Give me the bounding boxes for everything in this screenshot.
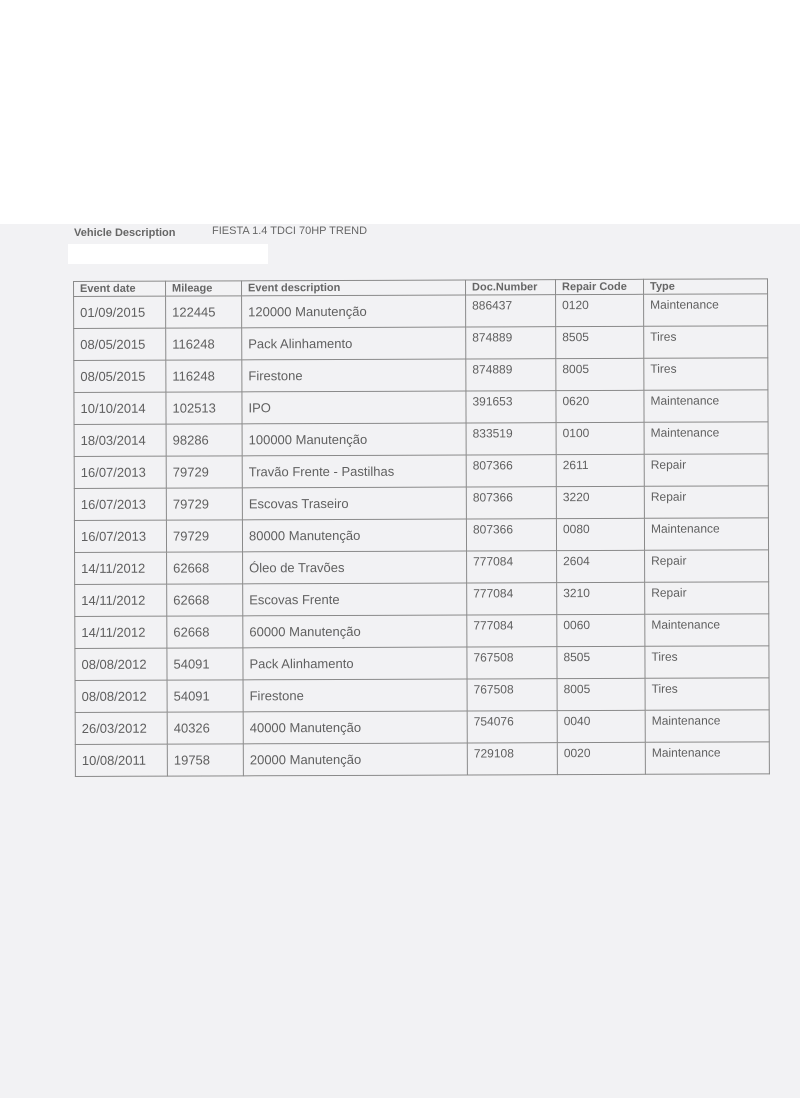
cell-event-description: 80000 Manutenção [242, 519, 466, 552]
cell-repair-code: 0100 [556, 422, 644, 454]
cell-event-date: 16/07/2013 [74, 520, 166, 552]
cell-repair-code: 0060 [557, 614, 645, 646]
cell-doc-number: 807366 [466, 487, 556, 519]
cell-doc-number: 886437 [466, 295, 556, 327]
vehicle-description-value: FIESTA 1.4 TDCI 70HP TREND [212, 225, 368, 237]
table-row [74, 326, 768, 361]
cell-repair-code: 2611 [556, 454, 644, 486]
cell-mileage: 98286 [166, 424, 242, 456]
cell-doc-number: 777084 [467, 551, 557, 583]
cell-event-date: 18/03/2014 [74, 424, 166, 456]
cell-event-date: 08/08/2012 [75, 648, 167, 680]
cell-event-date: 08/05/2015 [74, 360, 166, 392]
cell-repair-code: 2604 [557, 550, 645, 582]
cell-doc-number: 767508 [467, 647, 557, 679]
cell-event-date: 16/07/2013 [74, 456, 166, 488]
table-row [75, 582, 769, 617]
cell-doc-number: 391653 [466, 391, 556, 423]
cell-repair-code: 3220 [556, 486, 644, 518]
cell-type: Maintenance [645, 710, 769, 742]
cell-type: Repair [645, 582, 769, 614]
cell-mileage: 54091 [167, 648, 243, 680]
table-row [75, 710, 769, 745]
cell-mileage: 19758 [167, 744, 243, 776]
cell-type: Tires [645, 646, 769, 678]
cell-doc-number: 807366 [466, 519, 556, 551]
cell-repair-code: 8505 [557, 646, 645, 678]
cell-event-description: 120000 Manutenção [242, 295, 466, 328]
cell-event-date: 14/11/2012 [75, 584, 167, 616]
cell-event-description: Firestone [242, 359, 466, 392]
cell-mileage: 79729 [166, 488, 242, 520]
cell-repair-code: 0620 [556, 390, 644, 422]
cell-type: Tires [644, 326, 768, 358]
cell-event-description: Escovas Frente [243, 583, 467, 616]
cell-event-date: 14/11/2012 [75, 616, 167, 648]
cell-event-date: 16/07/2013 [74, 488, 166, 520]
cell-event-description: Firestone [243, 679, 467, 712]
cell-mileage: 62668 [167, 552, 243, 584]
cell-repair-code: 0020 [557, 742, 645, 774]
table-row [75, 678, 769, 713]
table-row [74, 454, 768, 489]
cell-event-date: 14/11/2012 [75, 552, 167, 584]
cell-doc-number: 833519 [466, 423, 556, 455]
cell-repair-code: 8005 [556, 358, 644, 390]
vehicle-description-label: Vehicle Description [74, 227, 176, 239]
cell-mileage: 102513 [166, 392, 242, 424]
service-history-table [73, 278, 770, 777]
table-row [74, 486, 768, 521]
cell-repair-code: 0120 [556, 294, 644, 326]
cell-mileage: 79729 [166, 520, 242, 552]
cell-mileage: 62668 [167, 616, 243, 648]
cell-doc-number: 754076 [467, 711, 557, 743]
cell-type: Maintenance [644, 294, 768, 326]
cell-type: Repair [644, 454, 768, 486]
header-type: Type [643, 279, 767, 294]
redacted-area-small [68, 244, 268, 264]
cell-event-description: 100000 Manutenção [242, 423, 466, 456]
cell-doc-number: 767508 [467, 679, 557, 711]
table-row [74, 358, 768, 393]
cell-event-description: 40000 Manutenção [243, 711, 467, 744]
cell-doc-number: 777084 [467, 583, 557, 615]
header-repair-code: Repair Code [555, 279, 643, 294]
table-row [74, 518, 768, 553]
cell-mileage: 116248 [166, 328, 242, 360]
table-row [75, 646, 769, 681]
cell-type: Tires [644, 358, 768, 390]
cell-repair-code: 3210 [557, 582, 645, 614]
table-row [75, 742, 769, 777]
cell-type: Repair [645, 550, 769, 582]
cell-event-date: 08/05/2015 [74, 328, 166, 360]
table-row [74, 390, 768, 425]
cell-mileage: 62668 [167, 584, 243, 616]
table-row [75, 550, 769, 585]
cell-event-description: IPO [242, 391, 466, 424]
cell-type: Maintenance [645, 742, 769, 774]
cell-event-date: 01/09/2015 [74, 296, 166, 328]
redacted-area-top [0, 0, 800, 224]
cell-repair-code: 0040 [557, 710, 645, 742]
cell-type: Maintenance [645, 614, 769, 646]
header-doc-number: Doc.Number [465, 280, 555, 295]
cell-type: Repair [644, 486, 768, 518]
cell-event-description: Óleo de Travões [243, 551, 467, 584]
cell-event-description: Travão Frente - Pastilhas [242, 455, 466, 488]
cell-event-description: Pack Alinhamento [242, 327, 466, 360]
cell-repair-code: 8005 [557, 678, 645, 710]
table-row [74, 294, 768, 329]
cell-event-date: 10/10/2014 [74, 392, 166, 424]
cell-repair-code: 8505 [556, 326, 644, 358]
cell-type: Maintenance [644, 518, 768, 550]
table-row [75, 614, 769, 649]
cell-event-date: 08/08/2012 [75, 680, 167, 712]
cell-event-description: Pack Alinhamento [243, 647, 467, 680]
cell-type: Tires [645, 678, 769, 710]
cell-mileage: 79729 [166, 456, 242, 488]
cell-type: Maintenance [644, 422, 768, 454]
cell-mileage: 122445 [166, 296, 242, 328]
cell-event-description: 60000 Manutenção [243, 615, 467, 648]
cell-event-date: 10/08/2011 [75, 744, 167, 776]
header-event-date: Event date [74, 281, 166, 296]
cell-doc-number: 874889 [466, 359, 556, 391]
header-mileage: Mileage [166, 281, 242, 296]
cell-mileage: 40326 [167, 712, 243, 744]
cell-doc-number: 729108 [467, 743, 557, 775]
service-history-table-container [73, 278, 769, 777]
header-event-description: Event description [242, 280, 466, 296]
cell-event-date: 26/03/2012 [75, 712, 167, 744]
cell-repair-code: 0080 [556, 518, 644, 550]
cell-doc-number: 874889 [466, 327, 556, 359]
cell-event-description: 20000 Manutenção [243, 743, 467, 776]
cell-mileage: 116248 [166, 360, 242, 392]
cell-type: Maintenance [644, 390, 768, 422]
table-row [74, 422, 768, 457]
cell-doc-number: 777084 [467, 615, 557, 647]
table-body [74, 294, 770, 777]
cell-event-description: Escovas Traseiro [242, 487, 466, 520]
cell-mileage: 54091 [167, 680, 243, 712]
cell-doc-number: 807366 [466, 455, 556, 487]
